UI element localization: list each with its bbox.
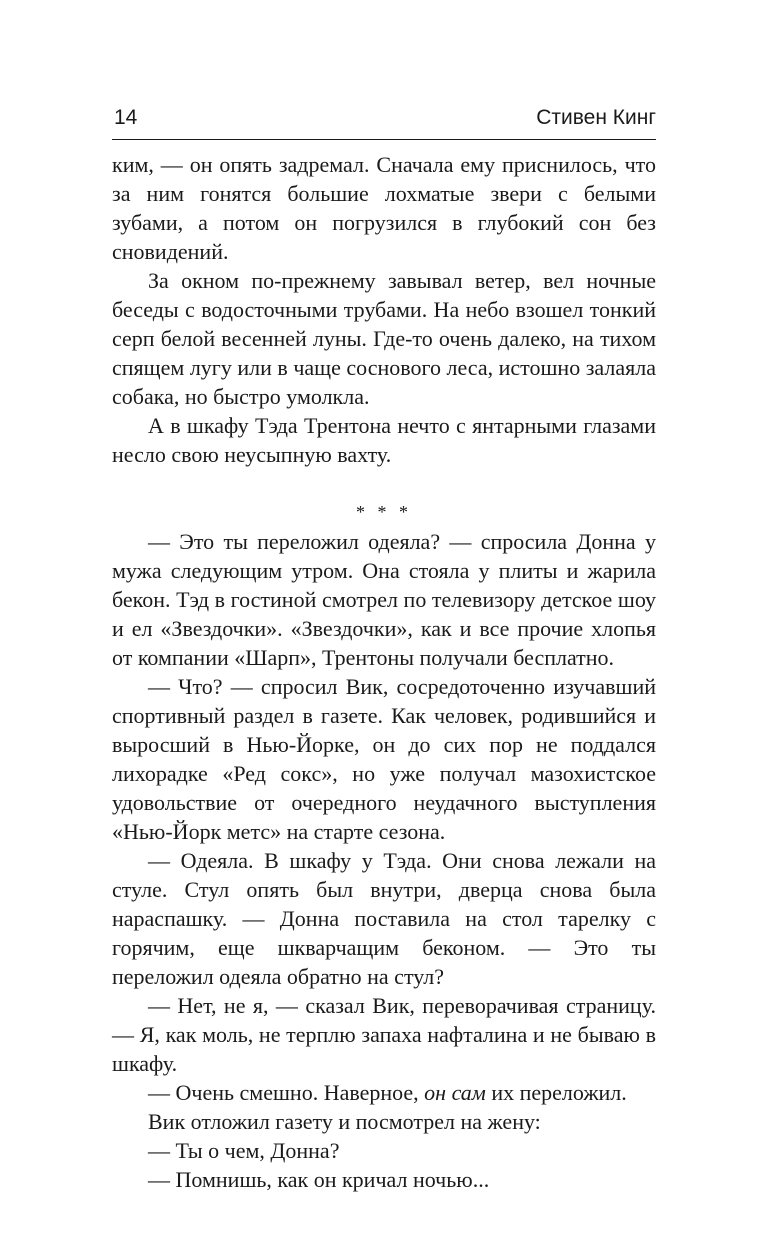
paragraph: ким, — он опять задремал. Сначала ему приснилось, что за ним гонятся большие лохматые звери с белыми зубами, а потом он погрузился в глубокий сон без сновидений. xyxy=(112,152,656,264)
body-text xyxy=(112,150,656,1194)
header-divider xyxy=(112,139,656,140)
paragraph: — Это ты переложил одеяла? — спросила Донна у мужа следующим утром. Она стояла у плиты и жарила бекон. Тэд в гостиной смотрел по телевизору детское шоу и ел «Звездочки». «Звездочки», как и все прочие хлопья от компании «Шарп», Трентоны получали бесплатно. xyxy=(112,529,656,670)
paragraph xyxy=(112,1078,656,1107)
page-header xyxy=(112,106,656,136)
paragraph: — Ты о чем, Донна? xyxy=(148,1138,340,1163)
paragraph: — Нет, не я, — сказал Вик, переворачивая страницу. — Я, как моль, не терплю запаха нафталина и не бываю в шкафу. xyxy=(112,993,656,1076)
page-number: 14 xyxy=(114,106,138,129)
paragraph: — Помнишь, как он кричал ночью... xyxy=(148,1167,490,1192)
paragraph: За окном по-прежнему завывал ветер, вел ночные беседы с водосточными трубами. На небо взошел тонкий серп белой весенней луны. Где-то очень далеко, на тихом спящем лугу или в чаще соснового леса, истошно залаяла собака, но быстро умолкла. xyxy=(112,268,656,409)
paragraph: — Одеяла. В шкафу у Тэда. Они снова лежали на стуле. Стул опять был внутри, дверца снова была нараспашку. — Донна поставила на стол тарелку с горячим, еще шкварчащим беконом. — Это ты переложил одеяла обратно на стул? xyxy=(112,848,656,989)
emphasized-text: он сам xyxy=(424,1080,486,1105)
running-title: Стивен Кинг xyxy=(536,106,656,129)
paragraph-text: их переложил. xyxy=(485,1080,627,1105)
paragraph: А в шкафу Тэда Трентона нечто с янтарными глазами несло свою неусыпную вахту. xyxy=(112,413,656,467)
paragraph: — Что? — спросил Вик, сосредоточенно изучавший спортивный раздел в газете. Как человек, родившийся и выросший в Нью-Йорке, он до сих пор не поддался лихорадке «Ред сокс», но уже получал мазохистское удовольствие от очередного неудачного выступления «Нью-Йорк метс» на старте сезона. xyxy=(112,674,656,844)
paragraph: Вик отложил газету и посмотрел на жену: xyxy=(148,1109,541,1134)
scene-break: * * * xyxy=(356,502,412,522)
paragraph-text: — Очень смешно. Наверное, xyxy=(148,1080,425,1105)
